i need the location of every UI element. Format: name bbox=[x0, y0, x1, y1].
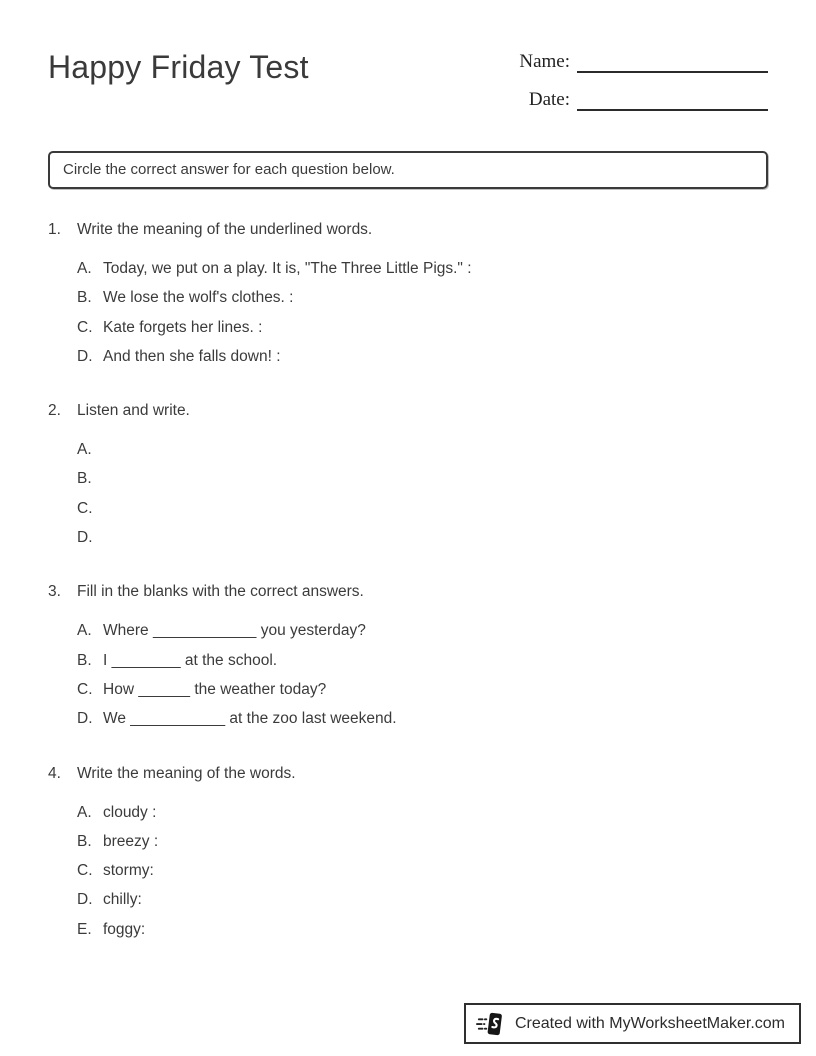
option-text: We ___________ at the zoo last weekend. bbox=[103, 710, 397, 728]
worksheet-maker-logo-icon bbox=[476, 1009, 506, 1039]
option-letter: C. bbox=[77, 318, 93, 336]
option-letter: A. bbox=[77, 441, 92, 459]
option-letter: B. bbox=[77, 832, 92, 850]
name-date-block bbox=[518, 48, 768, 111]
option-letter: D. bbox=[77, 891, 93, 909]
date-label: Date: bbox=[528, 89, 570, 110]
option-text: chilly: bbox=[103, 891, 142, 909]
option-row bbox=[77, 283, 768, 312]
question-heading bbox=[48, 400, 768, 422]
date-row bbox=[518, 88, 768, 111]
question-text: Write the meaning of the underlined words. bbox=[77, 221, 373, 238]
option-text: Where ____________ you yesterday? bbox=[103, 622, 366, 640]
option-letter: A. bbox=[77, 260, 92, 277]
option-text: How ______ the weather today? bbox=[103, 680, 327, 698]
option-row bbox=[77, 494, 768, 523]
option-list bbox=[77, 254, 768, 371]
option-letter: C. bbox=[77, 862, 93, 880]
header bbox=[48, 48, 768, 111]
option-letter: E. bbox=[77, 920, 92, 938]
option-text: I ________ at the school. bbox=[103, 651, 278, 669]
option-text: Today, we put on a play. It is, "The Three Little Pigs." : bbox=[103, 260, 472, 277]
instruction-text: Circle the correct answer for each question below. bbox=[63, 161, 395, 178]
page-title: Happy Friday Test bbox=[48, 49, 309, 85]
option-row bbox=[77, 646, 768, 675]
question-number: 2. bbox=[48, 402, 61, 420]
question-4 bbox=[48, 763, 768, 944]
question-heading bbox=[48, 219, 768, 241]
option-row bbox=[77, 915, 768, 944]
option-row bbox=[77, 704, 768, 733]
option-letter: D. bbox=[77, 710, 93, 728]
question-heading bbox=[48, 763, 768, 785]
question-2 bbox=[48, 400, 768, 552]
option-text: Kate forgets her lines. : bbox=[103, 318, 263, 336]
option-row bbox=[77, 827, 768, 856]
option-text: stormy: bbox=[103, 862, 154, 880]
name-row bbox=[518, 50, 768, 73]
option-row bbox=[77, 885, 768, 914]
option-letter: A. bbox=[77, 803, 92, 821]
question-text: Fill in the blanks with the correct answers. bbox=[77, 583, 364, 601]
option-letter: A. bbox=[77, 622, 92, 640]
option-row bbox=[77, 313, 768, 342]
option-row bbox=[77, 254, 768, 283]
option-text: We lose the wolf's clothes. : bbox=[103, 289, 294, 307]
option-letter: B. bbox=[77, 651, 92, 669]
question-number: 4. bbox=[48, 764, 61, 782]
question-text: Listen and write. bbox=[77, 402, 190, 420]
option-letter: C. bbox=[77, 680, 93, 698]
question-number: 3. bbox=[48, 583, 61, 601]
option-list bbox=[77, 435, 768, 552]
option-row bbox=[77, 464, 768, 493]
question-heading bbox=[48, 581, 768, 603]
date-blank-line bbox=[577, 88, 768, 111]
option-row bbox=[77, 342, 768, 371]
option-text: breezy : bbox=[103, 832, 159, 850]
option-text: And then she falls down! : bbox=[103, 347, 281, 365]
question-1 bbox=[48, 219, 768, 371]
option-list bbox=[77, 616, 768, 733]
question-text: Write the meaning of the words. bbox=[77, 764, 296, 782]
option-row bbox=[77, 616, 768, 645]
footer-credit-text: Created with MyWorksheetMaker.com bbox=[514, 1014, 785, 1032]
option-text: foggy: bbox=[103, 920, 146, 938]
option-letter: B. bbox=[77, 470, 92, 488]
name-label: Name: bbox=[519, 51, 570, 72]
option-letter: D. bbox=[77, 529, 93, 547]
option-row bbox=[77, 675, 768, 704]
question-number: 1. bbox=[48, 221, 61, 238]
option-letter: D. bbox=[77, 347, 93, 365]
name-blank-line bbox=[577, 50, 768, 73]
option-row bbox=[77, 856, 768, 885]
option-row bbox=[77, 435, 768, 464]
option-text: cloudy : bbox=[103, 803, 157, 821]
option-list bbox=[77, 798, 768, 944]
question-list bbox=[48, 219, 768, 944]
footer-credit-box bbox=[464, 1003, 801, 1044]
question-3 bbox=[48, 581, 768, 733]
instruction-box bbox=[48, 151, 768, 189]
option-row bbox=[77, 523, 768, 552]
option-letter: B. bbox=[77, 289, 92, 307]
option-letter: C. bbox=[77, 499, 93, 517]
option-row bbox=[77, 798, 768, 827]
